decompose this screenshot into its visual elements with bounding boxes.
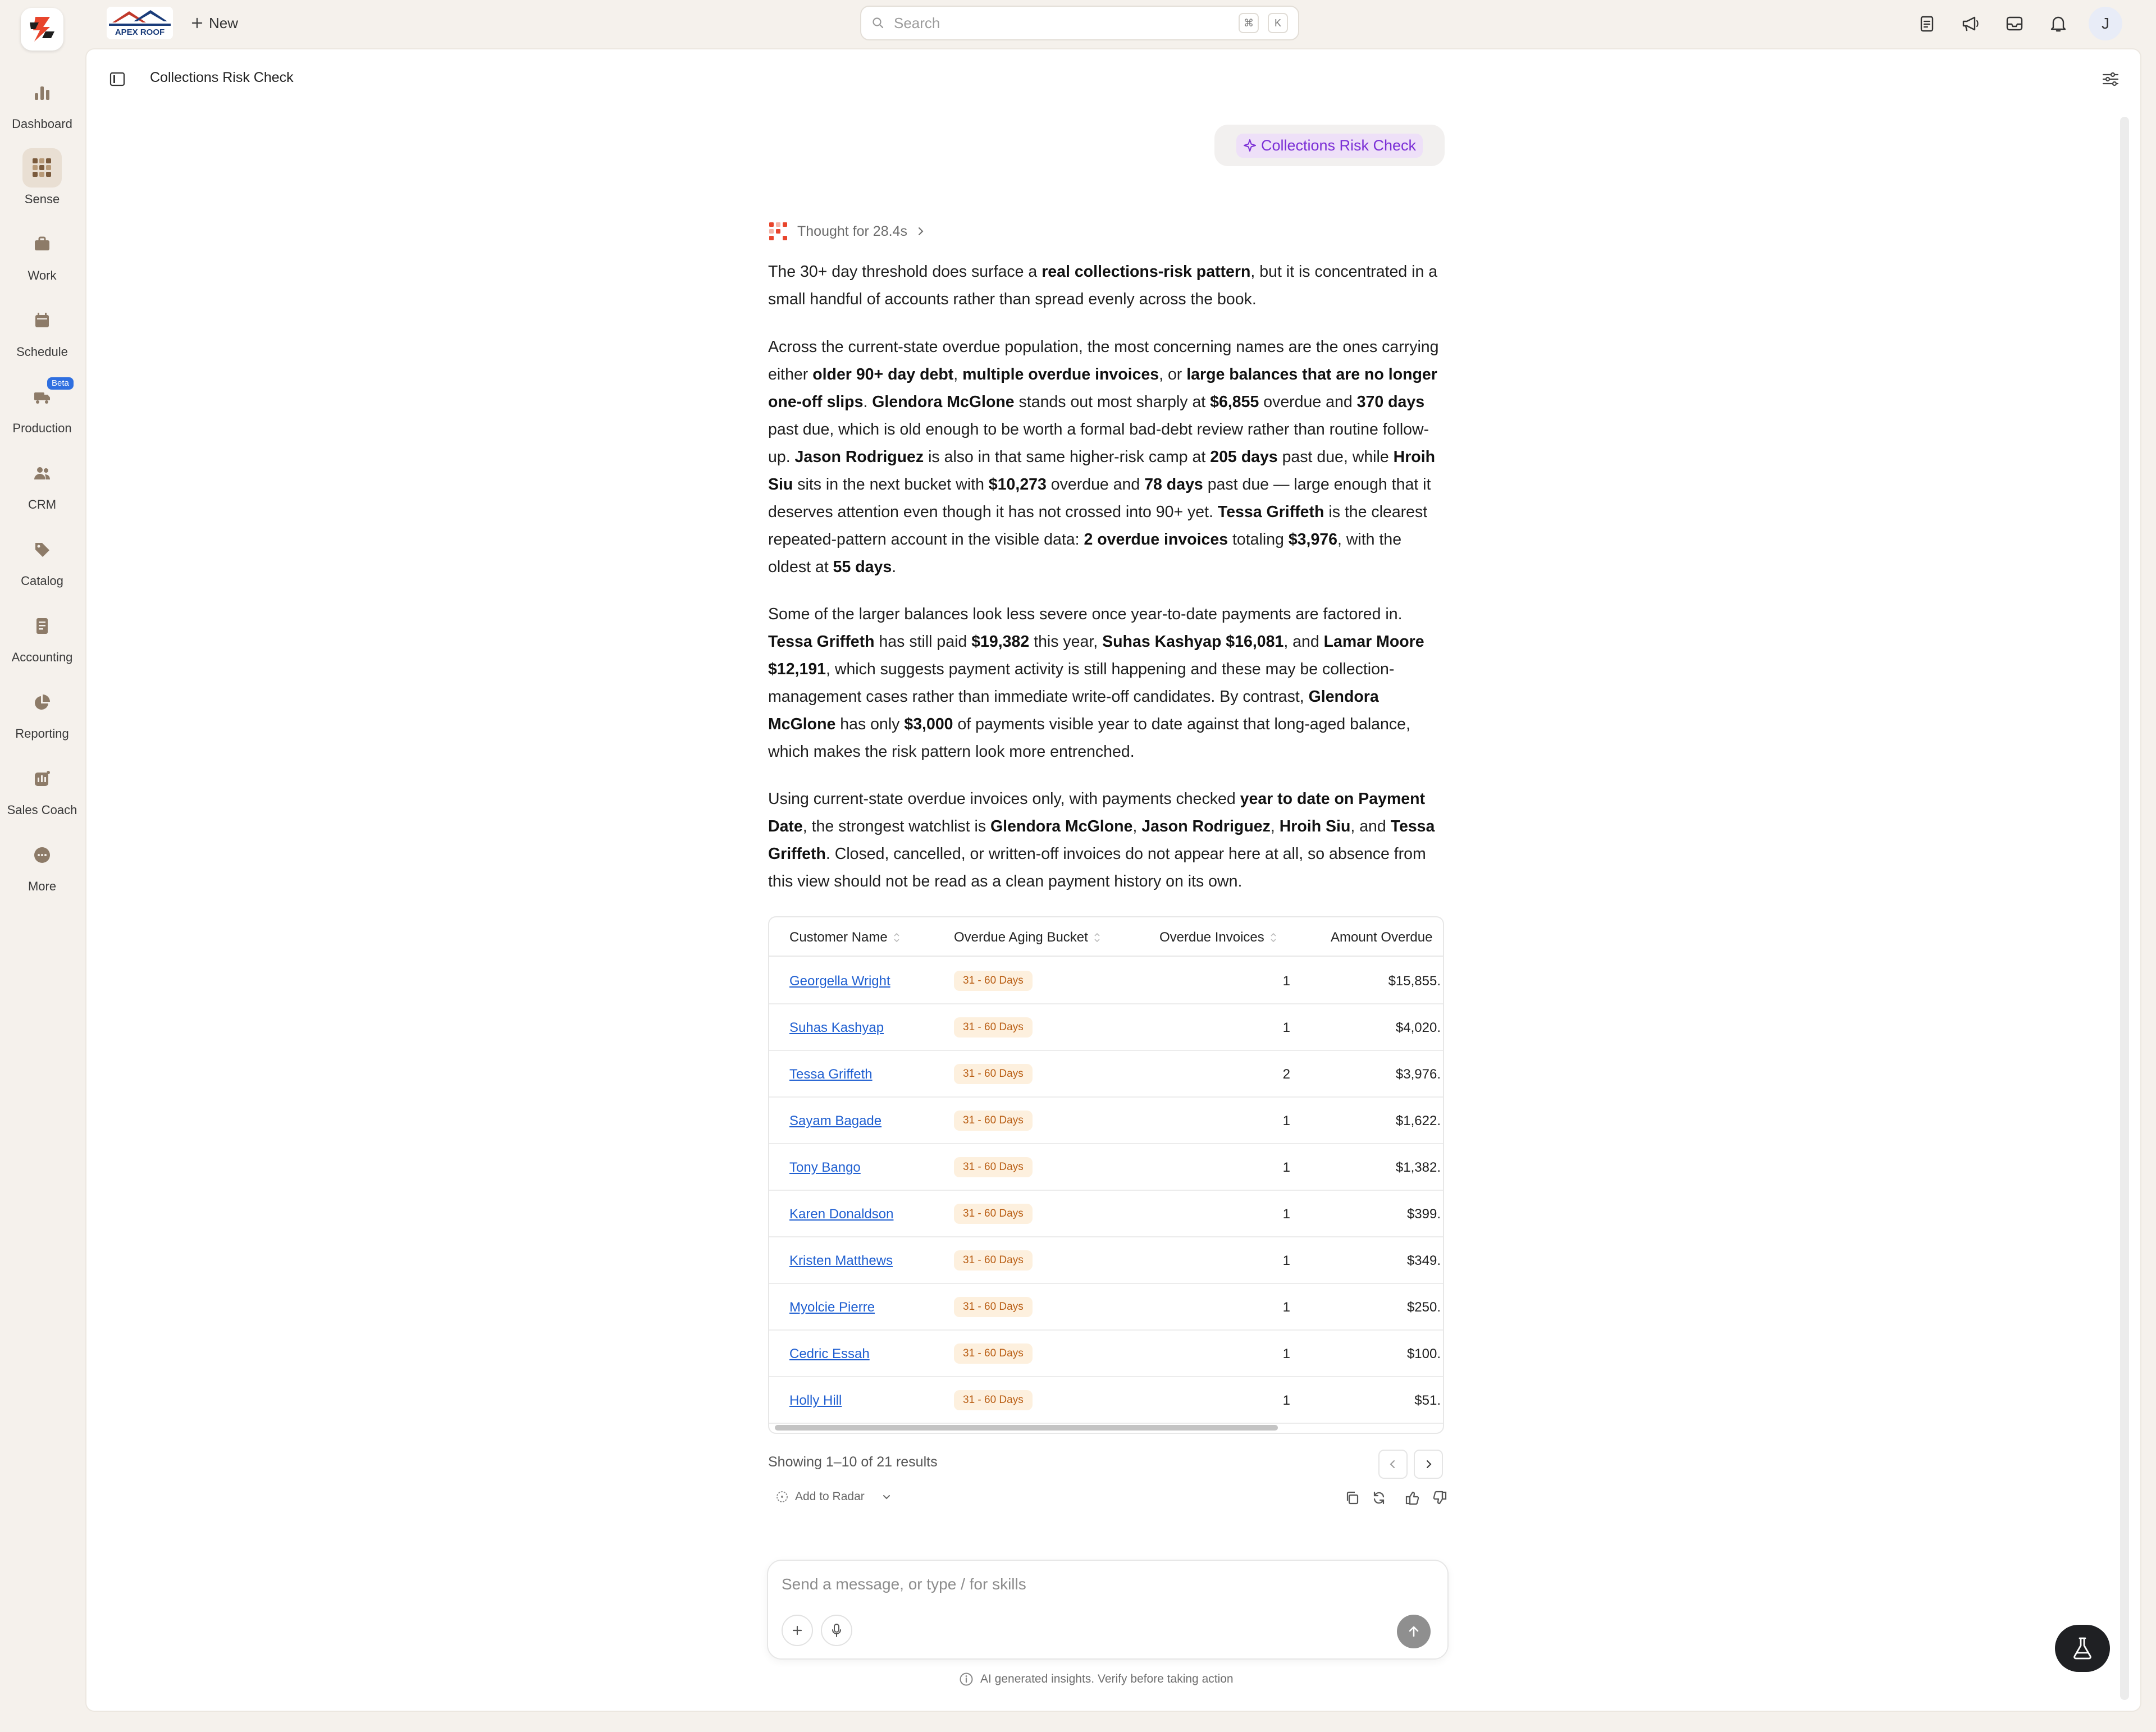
- table-row: [769, 1284, 1443, 1331]
- radar-icon: [776, 1491, 788, 1503]
- search-placeholder: Search: [894, 14, 940, 31]
- aging-badge: 31 - 60 Days: [954, 1204, 1033, 1224]
- ledger-icon: [22, 606, 62, 646]
- table-row: [769, 1237, 1443, 1284]
- nav-item-sense[interactable]: [0, 148, 84, 207]
- emphasis-text: Glendora McGlone: [872, 393, 1015, 411]
- inbox-icon[interactable]: [2001, 7, 2028, 40]
- emphasis-text: Suhas Kashyap $16,081: [1102, 633, 1284, 651]
- aging-badge: 31 - 60 Days: [954, 1111, 1033, 1131]
- top-icon-group: [1913, 7, 2122, 40]
- customer-link[interactable]: Sayam Bagade: [789, 1113, 882, 1128]
- svg-text:APEX ROOF: APEX ROOF: [115, 28, 165, 37]
- chevron-right-icon: [1424, 1460, 1433, 1469]
- invoice-count: 1: [1282, 1253, 1290, 1268]
- nav-item-reporting[interactable]: [0, 683, 84, 741]
- app-logo[interactable]: [21, 8, 63, 51]
- body-text: , or: [1159, 365, 1187, 383]
- table-row: [769, 1377, 1443, 1424]
- answer-paragraph-4: [768, 785, 1445, 895]
- left-nav-rail: [0, 0, 84, 1732]
- horizontal-scrollbar[interactable]: [775, 1425, 1278, 1431]
- amount-overdue: $15,855.: [1388, 974, 1441, 989]
- body-text: Using current-state overdue invoices only, with payments checked: [768, 790, 1240, 808]
- emphasis-text: 205 days: [1210, 448, 1278, 466]
- grid-icon: [22, 148, 62, 188]
- skill-chip-label: Collections Risk Check: [1260, 136, 1417, 154]
- aging-badge: 31 - 60 Days: [954, 1343, 1033, 1364]
- invoice-count: 1: [1282, 1300, 1290, 1315]
- nav-label: Production: [12, 421, 72, 435]
- customer-link[interactable]: Suhas Kashyap: [789, 1020, 884, 1035]
- nav-label: More: [28, 879, 57, 893]
- app-logo-icon: [28, 15, 57, 44]
- plus-icon: [791, 1624, 803, 1637]
- nav-label: CRM: [28, 497, 57, 511]
- add-to-radar-button[interactable]: [776, 1490, 892, 1503]
- apex-roof-logo-icon: [107, 7, 173, 39]
- aging-badge: 31 - 60 Days: [954, 1017, 1033, 1038]
- nav-item-accounting[interactable]: [0, 606, 84, 665]
- emphasis-text: year to date on Payment Date: [768, 790, 1426, 835]
- column-header-overdue-invoices[interactable]: Overdue Invoices: [1159, 930, 1277, 945]
- body-text: .: [863, 393, 873, 411]
- body-text: is the clearest repeated-pattern account in the visible data:: [768, 503, 1428, 549]
- customer-link[interactable]: Karen Donaldson: [789, 1207, 894, 1222]
- sliders-icon[interactable]: [2101, 70, 2120, 89]
- aging-badge: 31 - 60 Days: [954, 1297, 1033, 1317]
- nav-label: Accounting: [11, 650, 73, 664]
- sales-coach-icon: [22, 759, 62, 798]
- body-text: .: [892, 558, 897, 576]
- search-box[interactable]: [860, 6, 1299, 40]
- new-button[interactable]: [191, 11, 238, 35]
- body-text: totaling: [1228, 531, 1289, 549]
- arrow-up-icon: [1406, 1624, 1421, 1639]
- customer-link[interactable]: Holly Hill: [789, 1393, 842, 1408]
- attach-button[interactable]: [782, 1615, 813, 1646]
- column-header-amount-overdue[interactable]: Amount Overdue: [1331, 930, 1433, 945]
- table-row: [769, 1331, 1443, 1377]
- customer-link[interactable]: Tony Bango: [789, 1160, 861, 1175]
- microphone-button[interactable]: [821, 1615, 852, 1646]
- regenerate-icon[interactable]: [1370, 1489, 1388, 1507]
- amount-overdue: $1,382.: [1395, 1160, 1441, 1175]
- table-row: [769, 1144, 1443, 1191]
- ai-disclaimer: [959, 1672, 1234, 1687]
- body-text: , and: [1283, 633, 1324, 651]
- invoice-count: 1: [1282, 1346, 1290, 1361]
- aging-badge: 31 - 60 Days: [954, 971, 1033, 991]
- bar-chart-icon: [22, 73, 62, 112]
- body-text: is also in that same higher-risk camp at: [924, 448, 1211, 466]
- emphasis-text: Jason Rodriguez: [794, 448, 924, 466]
- bell-icon[interactable]: [2045, 7, 2072, 40]
- new-button-label: New: [209, 14, 239, 31]
- copy-icon[interactable]: [1343, 1489, 1361, 1507]
- emphasis-text: $19,382: [971, 633, 1030, 651]
- emphasis-text: real collections-risk pattern: [1042, 263, 1251, 281]
- table-row: [769, 1004, 1443, 1051]
- table-row: [769, 1098, 1443, 1144]
- answer-paragraph-2: [768, 333, 1445, 581]
- amount-overdue: $100.: [1406, 1346, 1441, 1361]
- skill-chip[interactable]: [1236, 134, 1423, 158]
- results-table: [768, 916, 1444, 1434]
- column-header-aging-bucket[interactable]: Overdue Aging Bucket: [954, 930, 1100, 945]
- body-text: Some of the larger balances look less severe once year-to-date payments are factored in.: [768, 605, 1403, 623]
- tag-icon: [22, 530, 62, 569]
- body-text: , with the oldest at: [768, 531, 1402, 576]
- answer-paragraph-1: [768, 258, 1445, 313]
- body-text: overdue and: [1259, 393, 1357, 411]
- body-text: this year,: [1029, 633, 1103, 651]
- chevron-right-icon: [916, 227, 925, 236]
- message-actions: [1343, 1489, 1449, 1507]
- emphasis-text: Glendora McGlone: [990, 817, 1133, 835]
- emphasis-text: Tessa Griffeth: [768, 817, 1435, 863]
- sparkle-icon: [1243, 139, 1257, 152]
- emphasis-text: Hroih Siu: [768, 448, 1436, 493]
- body-text: ,: [953, 365, 963, 383]
- thought-label: Thought for 28.4s: [797, 223, 907, 239]
- body-text: stands out most sharply at: [1014, 393, 1211, 411]
- kbd-k: K: [1268, 13, 1288, 33]
- sidebar-toggle-icon[interactable]: [109, 71, 126, 88]
- panel-header: [86, 49, 2140, 111]
- aging-badge: 31 - 60 Days: [954, 1250, 1033, 1271]
- thumbs-up-icon[interactable]: [1404, 1489, 1422, 1507]
- vertical-scrollbar[interactable]: [2120, 117, 2129, 1700]
- brand-logo[interactable]: [107, 7, 173, 39]
- message-input[interactable]: [782, 1572, 1427, 1597]
- plus-icon: [191, 17, 203, 29]
- sort-icon: [1270, 932, 1277, 943]
- emphasis-text: 55 days: [833, 558, 892, 576]
- pie-chart-icon: [22, 683, 62, 722]
- amount-overdue: $3,976.: [1395, 1067, 1441, 1082]
- nav-item-dashboard[interactable]: [0, 73, 84, 131]
- aging-badge: 31 - 60 Days: [954, 1390, 1033, 1410]
- emphasis-text: 78 days: [1144, 476, 1203, 493]
- emphasis-text: $6,855: [1210, 393, 1259, 411]
- nav-item-production[interactable]: [0, 377, 84, 436]
- amount-overdue: $51.: [1414, 1393, 1441, 1408]
- emphasis-text: 370 days: [1356, 393, 1425, 411]
- body-text: ,: [1270, 817, 1280, 835]
- results-count: Showing 1–10 of 21 results: [768, 1454, 938, 1470]
- nav-label: Work: [28, 268, 57, 282]
- amount-overdue: $4,020.: [1395, 1020, 1441, 1035]
- nav-item-work[interactable]: [0, 225, 84, 283]
- body-text: , the strongest watchlist is: [802, 817, 991, 835]
- beta-badge: Beta: [47, 377, 74, 390]
- lab-fab-button[interactable]: [2055, 1625, 2110, 1672]
- nav-label: Sales Coach: [7, 803, 77, 817]
- body-text: , but it is concentrated in a small handful of accounts rather than spread evenly across the book.: [768, 263, 1438, 308]
- thumbs-down-icon[interactable]: [1431, 1489, 1449, 1507]
- chevron-down-icon: [881, 1492, 892, 1502]
- users-icon: [22, 454, 62, 493]
- invoice-count: 1: [1282, 1020, 1290, 1035]
- nav-label: Catalog: [21, 574, 63, 588]
- table-row: [769, 1051, 1443, 1098]
- emphasis-text: Glendora McGlone: [768, 688, 1379, 733]
- more-icon: [22, 835, 62, 875]
- amount-overdue: $349.: [1406, 1253, 1441, 1268]
- body-text: Across the current-state overdue population, the most concerning names are the ones carrying either: [768, 338, 1439, 383]
- aging-badge: 31 - 60 Days: [954, 1157, 1033, 1177]
- emphasis-text: multiple overdue invoices: [962, 365, 1159, 383]
- invoice-count: 1: [1282, 1113, 1290, 1128]
- emphasis-text: 2 overdue invoices: [1084, 531, 1228, 549]
- emphasis-text: $3,976: [1288, 531, 1337, 549]
- add-to-radar-label: Add to Radar: [795, 1490, 865, 1503]
- body-text: . Closed, cancelled, or written-off invoices do not appear here at all, so absence from this view should not be read as a clean payment history on its own.: [768, 845, 1426, 890]
- nav-item-sales-coach[interactable]: [0, 759, 84, 817]
- thought-toggle[interactable]: [768, 221, 925, 241]
- emphasis-text: Lamar Moore $12,191: [768, 633, 1424, 678]
- customer-link[interactable]: Kristen Matthews: [789, 1253, 893, 1268]
- flask-icon: [2071, 1636, 2094, 1661]
- aging-badge: 31 - 60 Days: [954, 1064, 1033, 1084]
- body-text: The 30+ day threshold does surface a: [768, 263, 1042, 281]
- nav-label: Schedule: [16, 345, 68, 359]
- user-query-bubble: [1214, 125, 1445, 166]
- page-title: Collections Risk Check: [150, 70, 294, 85]
- sort-icon: [1094, 932, 1100, 943]
- table-header: [769, 917, 1443, 957]
- emphasis-text: $10,273: [988, 476, 1047, 493]
- amount-overdue: $250.: [1406, 1300, 1441, 1315]
- nav-item-schedule[interactable]: [0, 301, 84, 359]
- emphasis-text: Tessa Griffeth: [1217, 503, 1324, 521]
- emphasis-text: $3,000: [904, 715, 953, 733]
- body-text: past due, while: [1277, 448, 1394, 466]
- body-text: of payments visible year to date against that long-aged balance, which makes the risk pattern look more entrenched.: [768, 715, 1410, 761]
- column-header-customer-name[interactable]: Customer Name: [789, 930, 900, 945]
- nav-label: Dashboard: [12, 117, 72, 131]
- assistant-logo-icon: [768, 221, 788, 241]
- next-page-button[interactable]: [1414, 1450, 1443, 1479]
- body-text: past due — large enough that it deserves attention even though it has not crossed into 90+ yet.: [768, 476, 1431, 521]
- nav-label: Sense: [24, 192, 60, 206]
- nav-label: Reporting: [15, 726, 69, 741]
- kbd-command: ⌘: [1239, 13, 1259, 33]
- customer-link[interactable]: Myolcie Pierre: [789, 1300, 875, 1315]
- megaphone-icon[interactable]: [1957, 7, 1984, 40]
- customer-link[interactable]: Georgella Wright: [789, 974, 890, 989]
- body-text: sits in the next bucket with: [793, 476, 989, 493]
- briefcase-icon: [22, 225, 62, 264]
- nav-item-crm[interactable]: [0, 454, 84, 512]
- table-row: [769, 958, 1443, 1004]
- avatar[interactable]: J: [2089, 7, 2122, 40]
- sort-icon: [893, 932, 900, 943]
- invoice-count: 1: [1282, 974, 1290, 989]
- message-composer: [767, 1560, 1449, 1660]
- send-button[interactable]: [1397, 1615, 1431, 1648]
- body-text: past due, which is old enough to be worth a formal bad-debt review rather than routine follow-up.: [768, 421, 1429, 466]
- body-text: has still paid: [874, 633, 972, 651]
- emphasis-text: Hroih Siu: [1279, 817, 1351, 835]
- amount-overdue: $399.: [1406, 1207, 1441, 1222]
- nav-item-more[interactable]: [0, 835, 84, 894]
- body-text: , and: [1350, 817, 1391, 835]
- invoice-count: 2: [1282, 1067, 1290, 1082]
- clipboard-icon[interactable]: [1913, 7, 1940, 40]
- invoice-count: 1: [1282, 1393, 1290, 1408]
- prev-page-button[interactable]: [1378, 1450, 1408, 1479]
- table-row: [769, 1191, 1443, 1237]
- info-icon: [959, 1672, 974, 1687]
- microphone-icon: [830, 1623, 843, 1638]
- customer-link[interactable]: Tessa Griffeth: [789, 1067, 873, 1082]
- emphasis-text: Tessa Griffeth: [768, 633, 875, 651]
- body-text: overdue and: [1046, 476, 1145, 493]
- emphasis-text: Jason Rodriguez: [1141, 817, 1271, 835]
- amount-overdue: $1,622.: [1395, 1113, 1441, 1128]
- invoice-count: 1: [1282, 1207, 1290, 1222]
- answer-paragraph-3: [768, 601, 1445, 766]
- emphasis-text: older 90+ day debt: [812, 365, 954, 383]
- nav-item-catalog[interactable]: [0, 530, 84, 588]
- search-icon: [871, 16, 885, 30]
- chevron-left-icon: [1388, 1460, 1397, 1469]
- emphasis-text: large balances that are no longer one-off slips: [768, 365, 1437, 411]
- customer-link[interactable]: Cedric Essah: [789, 1346, 870, 1361]
- body-text: , which suggests payment activity is still happening and these may be collection-management cases rather than immediate write-off candidates. By contrast,: [768, 660, 1395, 706]
- body-text: has only: [835, 715, 905, 733]
- calendar-icon: [22, 301, 62, 340]
- ai-disclaimer-text: AI generated insights. Verify before taking action: [980, 1672, 1234, 1685]
- body-text: ,: [1132, 817, 1142, 835]
- invoice-count: 1: [1282, 1160, 1290, 1175]
